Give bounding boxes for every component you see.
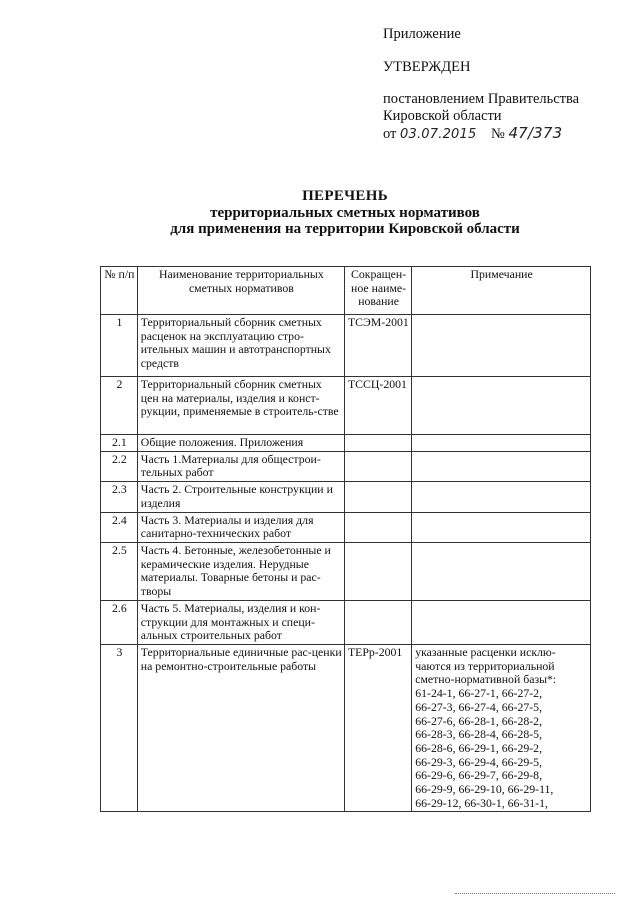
table-header-row	[101, 267, 591, 315]
date-prefix: от	[383, 126, 397, 142]
appendix-label: Приложение	[383, 26, 461, 42]
header-note: Примечание	[412, 267, 591, 315]
decree-line-1: постановлением Правительства	[383, 91, 580, 107]
row-num: 2.4	[101, 512, 138, 542]
note-line: 66-29-3, 66-29-4, 66-29-5,	[415, 754, 543, 769]
table-row	[101, 542, 591, 600]
row-note	[412, 600, 591, 644]
decree-number: 47/373	[508, 124, 563, 142]
note-line: 66-27-6, 66-28-1, 66-28-2,	[415, 713, 543, 728]
row-abbr	[344, 451, 411, 481]
row-name: Часть 4. Бетонные, железобетонные и керамические изделия. Нерудные материалы. Товарные бетоны и рас-творы	[137, 542, 344, 600]
note-line: сметно-нормативной базы*:	[415, 672, 557, 687]
table-row	[101, 451, 591, 481]
table-row	[101, 315, 591, 377]
row-num: 1	[101, 315, 138, 377]
approval-stamp	[383, 26, 623, 143]
footnote-separator	[455, 893, 615, 894]
row-num: 2.1	[101, 435, 138, 452]
note-line: 66-29-9, 66-29-10, 66-29-11,	[415, 782, 554, 797]
note-line: указанные расценки исклю-	[415, 645, 556, 660]
row-num: 3	[101, 645, 138, 812]
row-num: 2.2	[101, 451, 138, 481]
row-note	[412, 542, 591, 600]
row-note	[412, 482, 591, 512]
row-name: Общие положения. Приложения	[137, 435, 344, 452]
document-title	[100, 188, 590, 238]
decree-date: 03.07.2015	[400, 127, 477, 142]
note-line: 61-24-1, 66-27-1, 66-27-2,	[415, 686, 543, 701]
note-line: 66-28-6, 66-29-1, 66-29-2,	[415, 740, 543, 755]
row-name: Территориальный сборник сметных цен на материалы, изделия и конст-рукции, применяемые в строитель-стве	[137, 377, 344, 435]
row-abbr	[344, 542, 411, 600]
note-line: 66-27-3, 66-27-4, 66-27-5,	[415, 699, 543, 714]
row-note	[412, 645, 591, 812]
decree-line-2: Кировской области	[383, 108, 502, 124]
row-abbr	[344, 600, 411, 644]
row-name: Часть 2. Строительные конструкции и изделия	[137, 482, 344, 512]
row-abbr: ТЕРр-2001	[344, 645, 411, 812]
note-line: чаются из территориальной	[415, 658, 555, 673]
header-name: Наименование территориальных сметных нормативов	[137, 267, 344, 315]
excluded-rates-list	[415, 646, 588, 810]
approved-label: УТВЕРЖДЕН	[383, 59, 471, 75]
table-row	[101, 512, 591, 542]
row-note	[412, 512, 591, 542]
row-note	[412, 435, 591, 452]
row-num: 2	[101, 377, 138, 435]
row-name: Часть 3. Материалы и изделия для санитарно-технических работ	[137, 512, 344, 542]
note-line: 66-29-12, 66-30-1, 66-31-1,	[415, 795, 548, 810]
row-abbr	[344, 482, 411, 512]
row-abbr	[344, 435, 411, 452]
row-num: 2.5	[101, 542, 138, 600]
row-num: 2.3	[101, 482, 138, 512]
table-row	[101, 377, 591, 435]
table-row	[101, 645, 591, 812]
row-abbr: ТСЭМ-2001	[344, 315, 411, 377]
row-name: Часть 5. Материалы, изделия и кон-струкции для монтажных и специ-альных строительных работ	[137, 600, 344, 644]
number-prefix: №	[490, 126, 505, 142]
table-row	[101, 600, 591, 644]
normatives-table	[100, 266, 591, 812]
header-abbr: Сокращен-ное наиме-нование	[344, 267, 411, 315]
note-line: 66-28-3, 66-28-4, 66-28-5,	[415, 727, 543, 742]
row-name: Часть 1.Материалы для общестрои-тельных работ	[137, 451, 344, 481]
row-note	[412, 315, 591, 377]
title-line-3: для применения на территории Кировской области	[170, 221, 520, 237]
note-line: 66-29-6, 66-29-7, 66-29-8,	[415, 768, 543, 783]
table-row	[101, 435, 591, 452]
title-line-2: территориальных сметных нормативов	[210, 204, 480, 221]
row-abbr	[344, 512, 411, 542]
title-line-1: ПЕРЕЧЕНЬ	[302, 188, 388, 204]
row-abbr: ТССЦ-2001	[344, 377, 411, 435]
row-num: 2.6	[101, 600, 138, 644]
row-note	[412, 377, 591, 435]
row-note	[412, 451, 591, 481]
row-name: Территориальный сборник сметных расценок на эксплуатацию стро-ительных машин и автотранспортных средств	[137, 315, 344, 377]
row-name: Территориальные единичные рас-ценки на ремонтно-строительные работы	[137, 645, 344, 812]
decree-date-number	[383, 125, 623, 143]
header-num: № п/п	[101, 267, 138, 315]
table-row	[101, 482, 591, 512]
